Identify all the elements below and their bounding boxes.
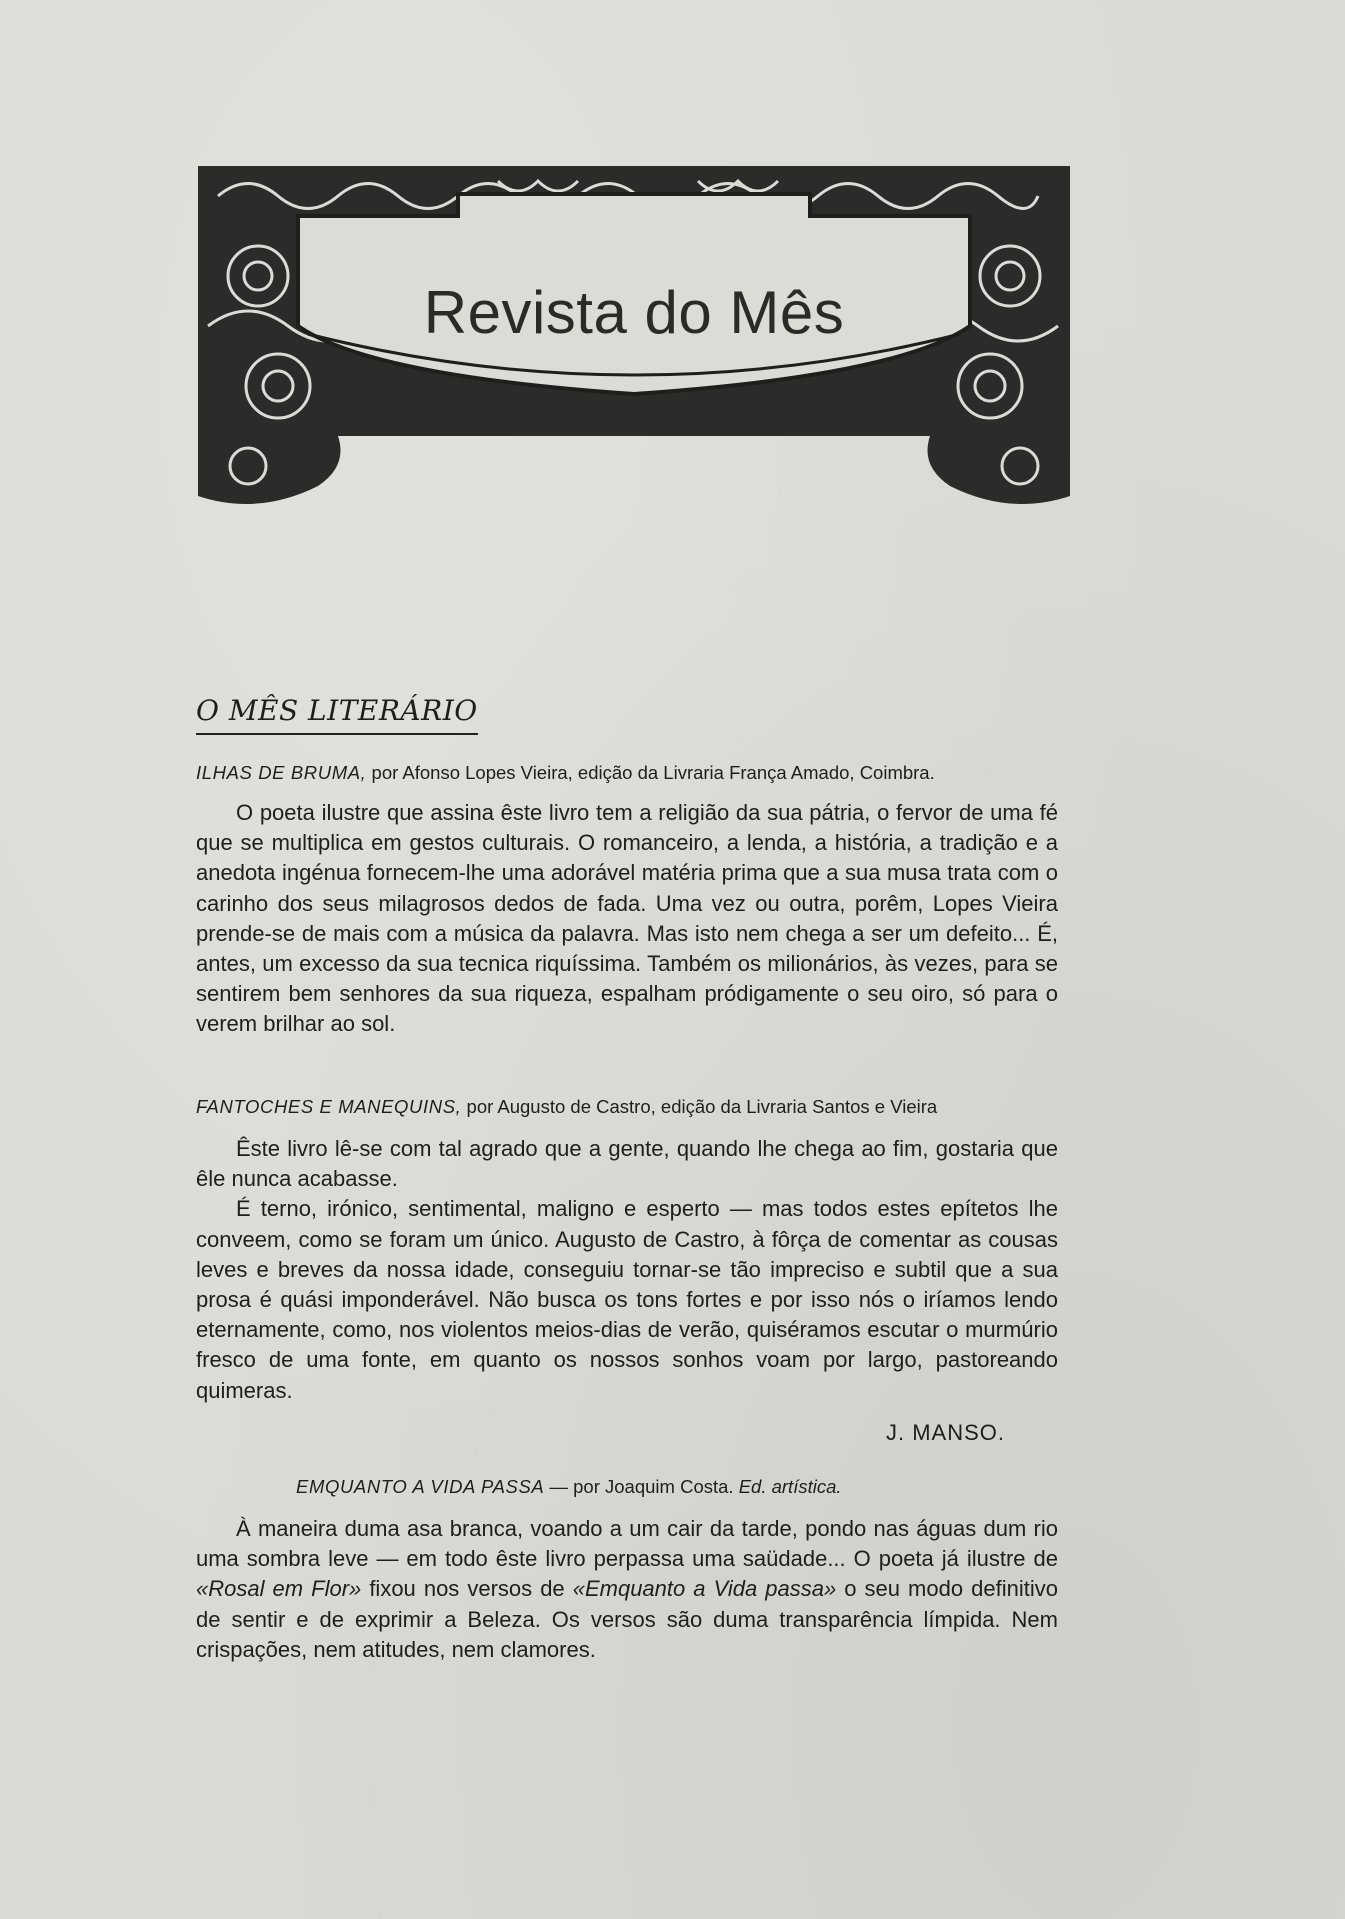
review3-header: [296, 1476, 842, 1498]
review2-details: por Augusto de Castro, edição da Livraria Santos e Vieira: [466, 1096, 938, 1117]
review3-work-title: EMQUANTO A VIDA PASSA: [296, 1476, 545, 1497]
review1-work-title: ILHAS DE BRUMA,: [196, 762, 367, 783]
review2-signature: J. MANSO.: [885, 1420, 1005, 1445]
review3-edition: Ed. artística.: [738, 1476, 842, 1497]
review3-author: — por Joaquim Costa.: [549, 1476, 734, 1497]
review3-text-b: fixou nos versos de: [361, 1576, 573, 1602]
review2-body: [196, 1134, 1058, 1406]
review2-paragraph-1: Êste livro lê-se com tal agrado que a gente, quando lhe chega ao fim, gostaria que êle nunca acabasse.: [196, 1136, 1058, 1192]
review3-quoted-title-2: «Emquanto a Vida passa»: [572, 1576, 837, 1602]
review3-paragraph: [196, 1514, 1058, 1665]
review3-body: [196, 1514, 1058, 1665]
review1-paragraph: O poeta ilustre que assina êste livro tem a religião da sua pátria, o fervor de uma fé que se multiplica em gestos culturais. O romanceiro, a lenda, a história, a tradição e a anedota ingénua fornecem-lhe uma adorável matéria prima que a sua musa trata com o carinho dos seus milagrosos dedos de fada. Uma vez ou outra, porêm, Lopes Vieira prende-se de mais com a música da palavra. Mas isto nem chega a ser um defeito... É, antes, um excesso da sua tecnica riquíssima. Também os milionários, às vezes, para se sentirem bem senhores da sua riqueza, espalham pródigamente o seu oiro, só para o verem brilhar ao sol.: [196, 800, 1058, 1037]
review1-header: [196, 762, 935, 784]
review1-body: [196, 798, 1058, 1040]
ornamental-banner: [198, 166, 1070, 556]
section-heading: O MÊS LITERÁRIO: [196, 694, 478, 735]
review2-work-title: FANTOCHES E MANEQUINS,: [196, 1096, 462, 1117]
review3-text-c: o seu modo definitivo de sentir e de exprimir a Beleza. Os versos são duma transparência límpida. Nem crispações, nem atitudes, nem clamores.: [196, 1576, 1058, 1662]
banner-title: Revista do Mês: [423, 279, 845, 346]
review2-header: [196, 1096, 937, 1118]
review2-paragraph-2: É terno, irónico, sentimental, maligno e esperto — mas todos estes epítetos lhe conveem, como se foram um único. Augusto de Castro, à fôrça de comentar as cousas leves e breves da nossa idade, conseguiu tornar-se tão impreciso e subtil que a sua prosa é quási imponderável. Não busca os tons fortes e por isso nós o iríamos lendo eternamente, como, nos violentos meios-dias de verão, quiséramos escutar o murmúrio fresco de uma fonte, em quanto os nossos sonhos voam por largo, pastoreando quimeras.: [196, 1196, 1058, 1403]
review3-text-a: À maneira duma asa branca, voando a um cair da tarde, pondo nas águas dum rio uma sombra leve — em todo êste livro perpassa uma saüdade... O poeta já ilustre de: [196, 1516, 1058, 1572]
ornament-frame-icon: [198, 166, 1070, 556]
review3-quoted-title-1: «Rosal em Flor»: [196, 1576, 362, 1602]
review1-details: por Afonso Lopes Vieira, edição da Livraria França Amado, Coimbra.: [371, 762, 935, 783]
